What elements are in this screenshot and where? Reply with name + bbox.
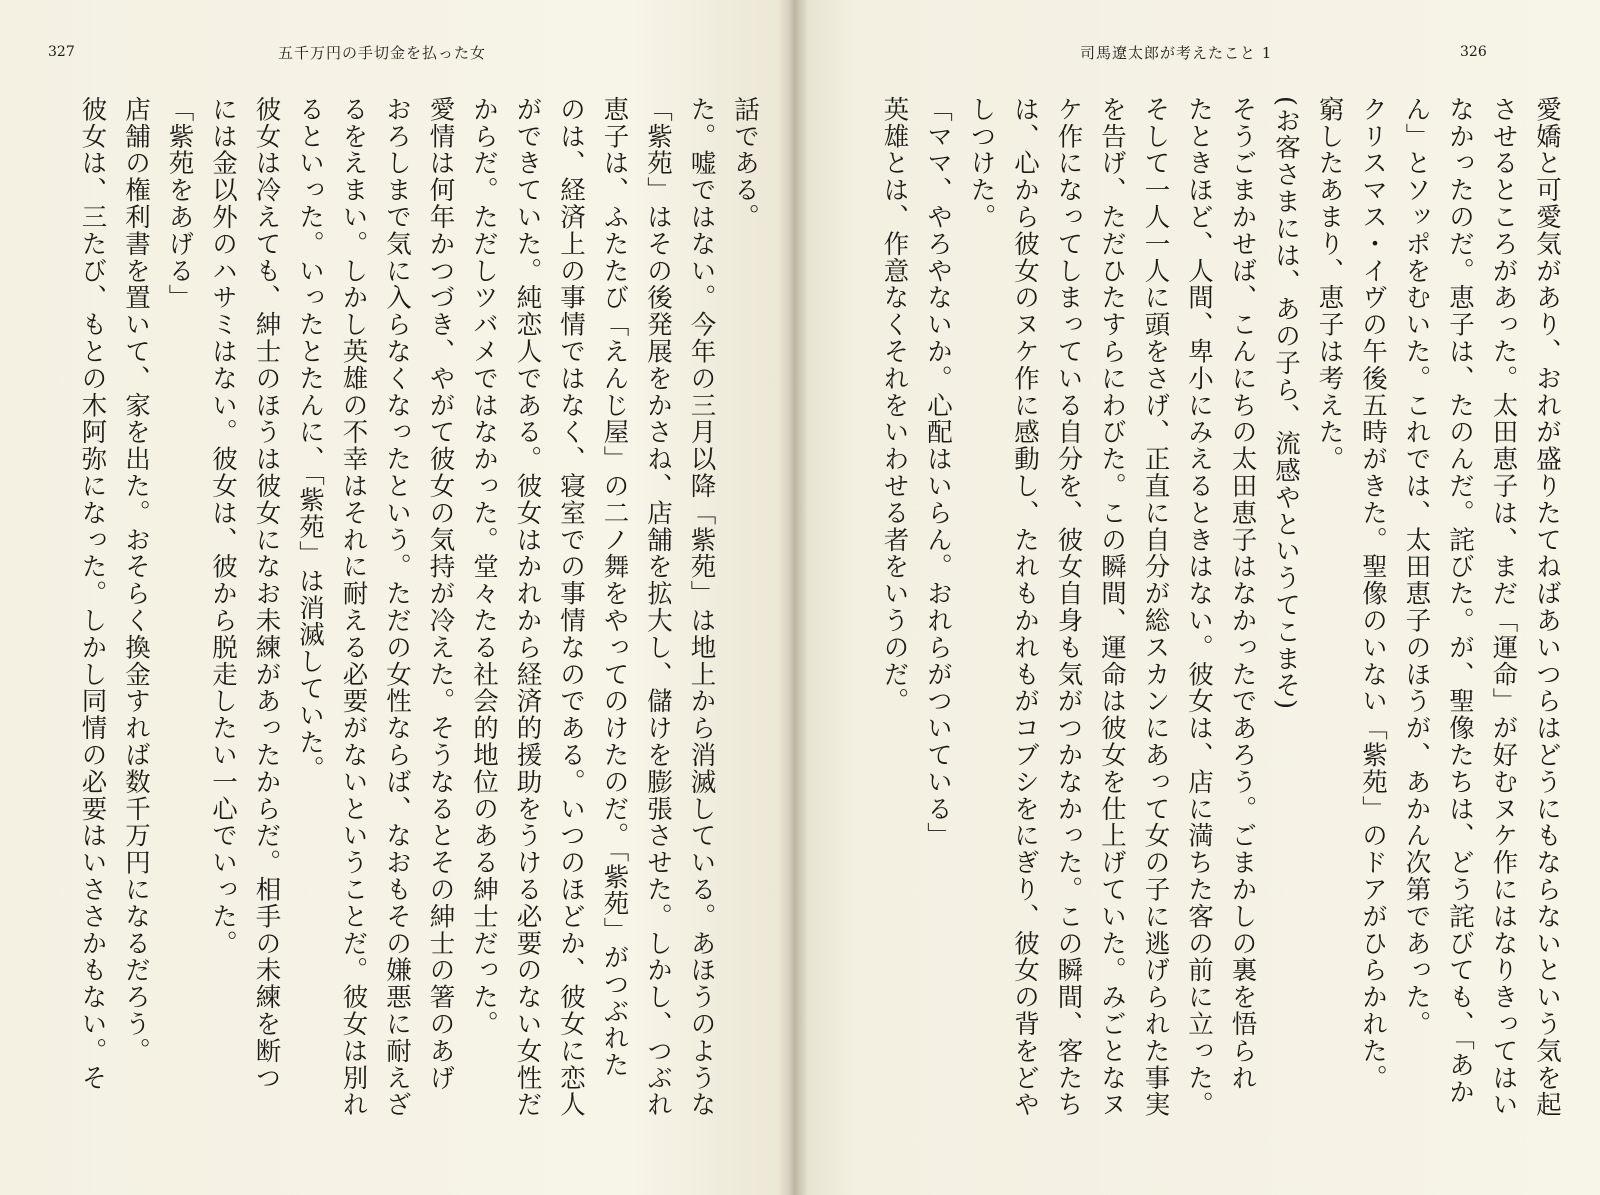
text-column: ができていた。純恋人である。彼女はかれから経済的援助をうける必要のない女性だ: [512, 96, 543, 1119]
book-gutter-shadow: [778, 0, 808, 1195]
right-page-body: [838, 96, 1568, 1171]
text-column: クリスマス・イヴの午後五時がきた。聖像のいない「紫苑」のドアがひらかれた。: [1358, 96, 1388, 1092]
right-running-head: 司馬遼太郎が考えたこと 1: [1080, 44, 1273, 62]
text-column: (お客さまには、あの子ら、流感やというてこまそ): [1271, 96, 1301, 711]
text-column: からだ。ただしツバメではなかった。堂々たる社会的地位のある紳士だった。: [469, 96, 499, 1038]
text-column: 「ママ、やろやないか。心配はいらん。おれらがついている」: [923, 96, 953, 850]
text-column: おろしまで気に入らなくなったという。ただの女性ならば、なおもその嫌悪に耐えざ: [382, 96, 412, 1119]
text-column: のは、経済上の事情ではなく、寝室での事情なのである。いつのほどか、彼女に恋人: [556, 96, 586, 1119]
text-column: そして一人一人に頭をさげ、正直に自分が総スカンにあって女の子に逃げられた事実: [1140, 96, 1171, 1119]
text-column: るといった。いったとたんに、「紫苑」は消滅していた。: [295, 96, 325, 783]
text-column: しつけた。: [966, 96, 997, 231]
text-column: そうごまかせば、こんにちの太田恵子はなかったであろう。ごまかしの裏を悟られ: [1227, 96, 1258, 1092]
text-column: 彼女は、三たび、もとの木阿弥になった。しかし同情の必要はいささかもない。そ: [77, 96, 108, 1092]
text-column: させるところがあった。太田恵子は、まだ「運命」が好むヌケ作にはなりきってはい: [1488, 96, 1519, 1119]
left-running-head: 五千万円の手切金を払った女: [278, 44, 487, 62]
text-column: 窮したあまり、恵子は考えた。: [1314, 96, 1345, 473]
left-page: [0, 0, 790, 1195]
text-column: ん」とソッポをむいた。これでは、太田恵子のほうが、あかん次第であった。: [1401, 96, 1432, 1038]
text-column: 彼女は冷えても、紳士のほうは彼女になお未練があったからだ。相手の未練を断つ: [251, 96, 282, 1092]
text-column: 「紫苑」はその後発展をかさね、店舗を拡大し、儲けを膨張させた。しかし、つぶれ: [643, 96, 673, 1119]
text-column: は、心から彼女のヌケ作に感動し、たれもかれもがコブシをにぎり、彼女の背をどや: [1010, 96, 1040, 1119]
text-column: 英雄とは、作意なくそれをいわせる者をいうのだ。: [879, 96, 910, 715]
text-column: るをえまい。しかし英雄の不幸はそれに耐える必要がないということだ。彼女は別れ: [338, 96, 369, 1119]
text-column: 恵子は、ふたたび「えんじ屋」の二ノ舞をやってのけたのだ。「紫苑」がつぶれた: [599, 96, 630, 1079]
text-column: 愛情は何年かつづき、やがて彼女の気持が冷えた。そうなるとその紳士の箸のあげ: [425, 96, 456, 1092]
text-column: には金以外のハサミはない。彼女は、彼から脱走したい一心でいった。: [208, 96, 238, 957]
text-column: 話である。: [730, 96, 760, 231]
text-column: を告げ、ただひたすらにわびた。この瞬間、運命は彼女を仕上げていた。みごとなヌ: [1097, 96, 1127, 1119]
text-column: た。嘘ではない。今年の三月以降「紫苑」は地上から消滅している。あほうのような: [686, 96, 717, 1119]
text-column: 「紫苑をあげる」: [164, 96, 195, 312]
text-column: たときほど、人間、卑小にみえるときはない。彼女は、店に満ちた客の前に立った。: [1184, 96, 1214, 1119]
right-page-number: 326: [1460, 44, 1487, 60]
text-column: 店舗の権利書を置いて、家を出た。おそらく換金すれば数千万円になるだろう。: [121, 96, 151, 1065]
text-column: ケ作になってしまっている自分を、彼女自身も気がつかなかった。この瞬間、客たち: [1053, 96, 1084, 1119]
text-column: なかったのだ。恵子は、たのんだ。詫びた。が、聖像たちは、どう詫びても、「あか: [1445, 96, 1475, 1106]
left-page-number: 327: [48, 44, 75, 60]
left-page-body: [26, 96, 766, 1171]
text-column: 愛嬌と可愛気があり、おれが盛りたてねばあいつらはどうにもならないという気を起: [1532, 96, 1562, 1119]
